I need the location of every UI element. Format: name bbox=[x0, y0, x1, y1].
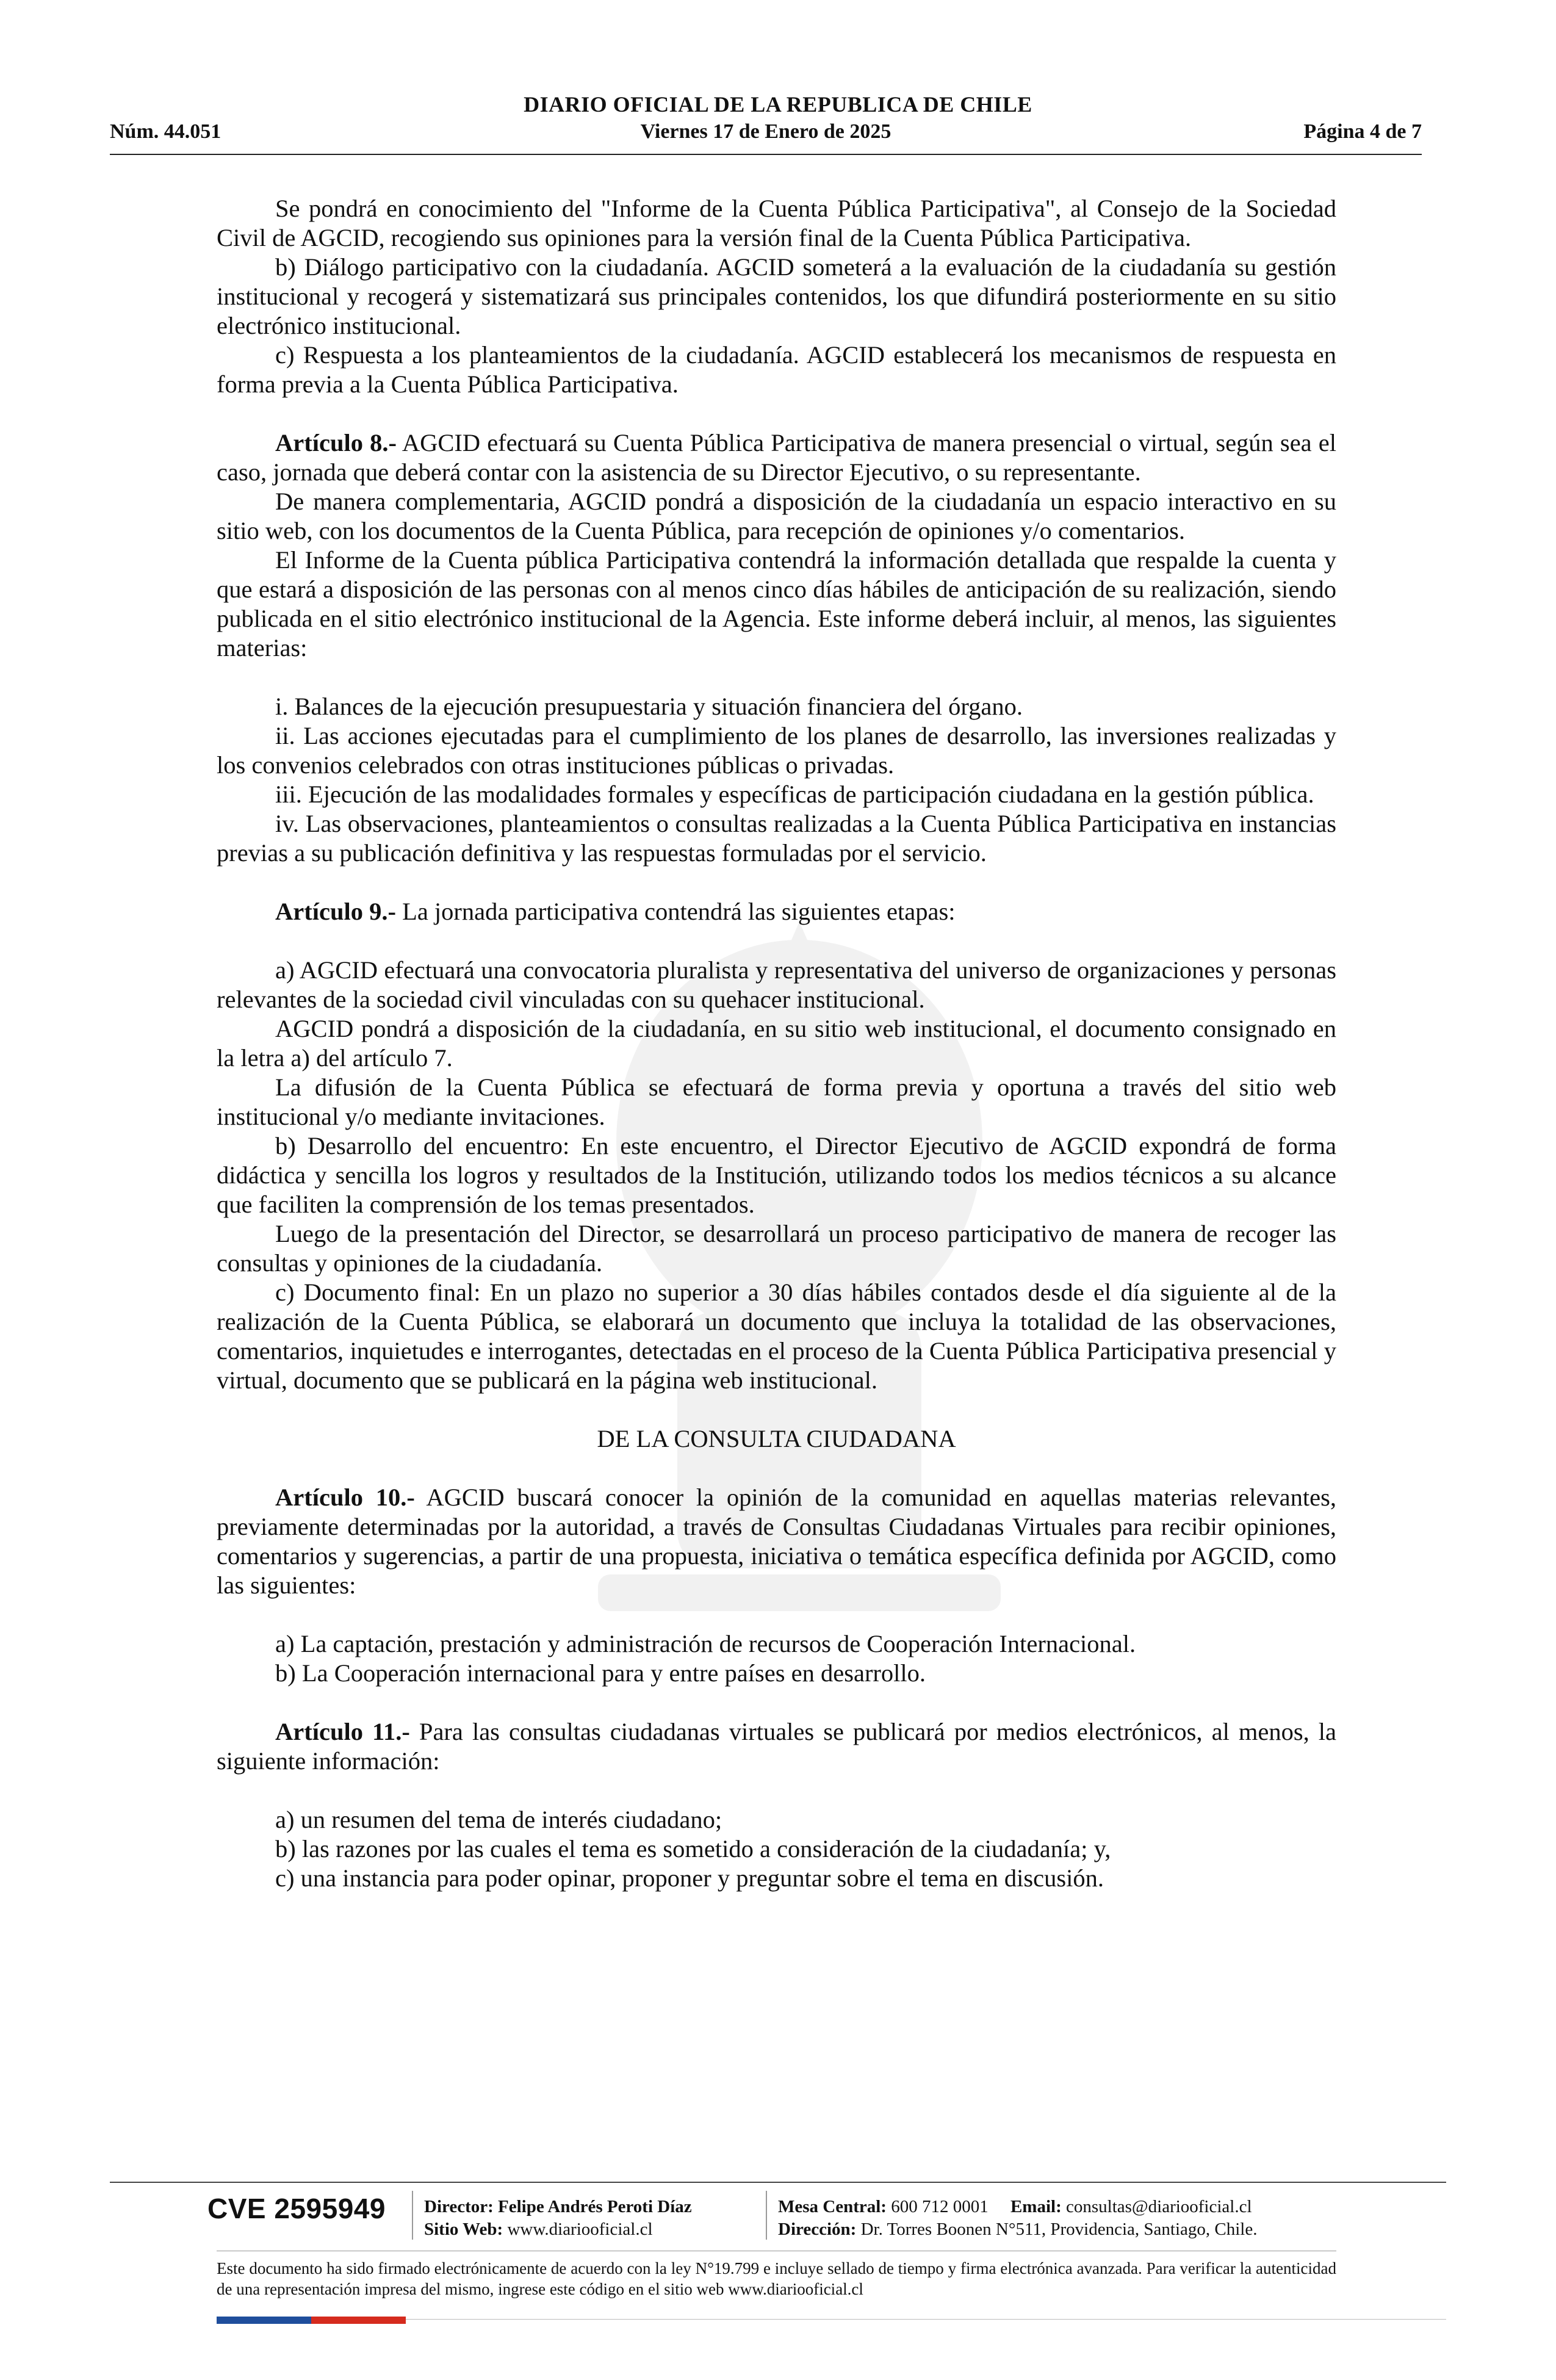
list-item: iii. Ejecución de las modalidades formales y específicas de participación ciudadana en la gestión pública. bbox=[275, 781, 1314, 808]
list-item: i. Balances de la ejecución presupuestaria y situación financiera del órgano. bbox=[275, 693, 1023, 720]
paragraph: El Informe de la Cuenta pública Participativa contendrá la información detallada que respalde la cuenta y que estará a disposición de las personas con al menos cinco días hábiles de anticipación de su realización, siendo publicada en el sitio electrónico institucional de la Agencia. Este informe deberá incluir, al menos, las siguientes materias: bbox=[217, 546, 1336, 662]
address-value: Dr. Torres Boonen N°511, Providencia, Santiago, Chile. bbox=[856, 2220, 1258, 2239]
footer-separator bbox=[412, 2191, 413, 2240]
page-indicator: Página 4 de 7 bbox=[1303, 120, 1422, 143]
paragraph: a) AGCID efectuará una convocatoria pluralista y representativa del universo de organizaciones y personas relevantes de la sociedad civil vinculadas con su quehacer institucional. bbox=[217, 956, 1336, 1013]
article-11 bbox=[217, 1717, 1336, 1776]
paragraph: c) Documento final: En un plazo no superior a 30 días hábiles contados desde el día siguiente al de la realización de la Cuenta Pública, se elaborará un documento que incluya la totalidad de las observaciones, comentarios, inquietudes e interrogantes, detectadas en el proceso de la Cuenta Pública Participativa presencial y virtual, documento que se publicará en la página web institucional. bbox=[217, 1278, 1336, 1394]
article-text: AGCID efectuará su Cuenta Pública Participativa de manera presencial o virtual, según sea el caso, jornada que deberá contar con la asistencia de su Director Ejecutivo, o su representante. bbox=[217, 429, 1336, 486]
footer-contact-block bbox=[778, 2196, 1257, 2241]
newspaper-title: DIARIO OFICIAL DE LA REPUBLICA DE CHILE bbox=[524, 92, 1032, 117]
list-item: a) un resumen del tema de interés ciudadano; bbox=[275, 1806, 722, 1833]
email-link[interactable]: consultas@diariooficial.cl bbox=[1061, 2197, 1252, 2216]
article-label: Artículo 8.- bbox=[275, 429, 397, 456]
paragraph: b) Desarrollo del encuentro: En este encuentro, el Director Ejecutivo de AGCID expondrá de forma didáctica y sencilla los logros y resultados de la Institución, utilizando todos los medios técnicos a su alcance que faciliten la comprensión de los temas presentados. bbox=[217, 1132, 1336, 1218]
paragraph: Se pondrá en conocimiento del "Informe de la Cuenta Pública Participativa", al Consejo de la Sociedad Civil de AGCID, recogiendo sus opiniones para la versión final de la Cuenta Pública Participativa. bbox=[217, 195, 1336, 251]
document-body bbox=[217, 194, 1336, 1893]
header-divider bbox=[110, 154, 1422, 155]
article-text: AGCID buscará conocer la opinión de la comunidad en aquellas materias relevantes, previamente determinadas por la autoridad, a través de Consultas Ciudadanas Virtuales para recibir opiniones, comentarios y sugerencias, a partir de una propuesta, iniciativa o temática específica definida por AGCID, como las siguientes: bbox=[217, 1484, 1337, 1599]
paragraph: La difusión de la Cuenta Pública se efectuará de forma previa y oportuna a través del sitio web institucional y/o mediante invitaciones. bbox=[217, 1073, 1336, 1130]
article-10 bbox=[217, 1483, 1336, 1600]
article-9 bbox=[217, 897, 1336, 926]
footer-separator bbox=[766, 2191, 767, 2240]
article-label: Artículo 11.- bbox=[275, 1718, 410, 1745]
flag-stripe-red bbox=[311, 2317, 406, 2324]
footer-divider bbox=[406, 2319, 1446, 2320]
header-row bbox=[110, 120, 1422, 150]
article-text: Para las consultas ciudadanas virtuales se publicará por medios electrónicos, al menos, la siguiente información: bbox=[217, 1718, 1336, 1775]
flag-stripe-blue bbox=[217, 2317, 311, 2324]
paragraph: Luego de la presentación del Director, se desarrollará un proceso participativo de manera de recoger las consultas y opiniones de la ciudadanía. bbox=[217, 1220, 1336, 1277]
issue-number: Núm. 44.051 bbox=[110, 120, 222, 143]
phone-label: Mesa Central: bbox=[778, 2197, 887, 2216]
article-text: La jornada participativa contendrá las siguientes etapas: bbox=[395, 898, 956, 925]
list-item: iv. Las observaciones, planteamientos o consultas realizadas a la Cuenta Pública Participativa en instancias previas a su publicación definitiva y las respuestas formuladas por el servicio. bbox=[217, 810, 1336, 867]
paragraph: AGCID pondrá a disposición de la ciudadanía, en su sitio web institucional, el documento consignado en la letra a) del artículo 7. bbox=[217, 1015, 1336, 1072]
director-name: Felipe Andrés Peroti Díaz bbox=[493, 2197, 692, 2216]
footer-director-block bbox=[424, 2196, 692, 2241]
article-8 bbox=[217, 428, 1336, 487]
list-item: b) las razones por las cuales el tema es sometido a consideración de la ciudadanía; y, bbox=[275, 1835, 1111, 1863]
cve-code: CVE 2595949 bbox=[207, 2193, 386, 2224]
list-item: ii. Las acciones ejecutadas para el cumplimiento de los planes de desarrollo, las inversiones realizadas y los convenios celebrados con otras instituciones públicas o privadas. bbox=[217, 722, 1336, 779]
issue-date: Viernes 17 de Enero de 2025 bbox=[640, 120, 891, 143]
website-link[interactable]: www.diariooficial.cl bbox=[503, 2220, 653, 2239]
director-label: Director: bbox=[424, 2197, 494, 2216]
article-label: Artículo 9.- bbox=[275, 898, 396, 925]
paragraph: b) Diálogo participativo con la ciudadanía. AGCID someterá a la evaluación de la ciudadanía su gestión institucional y recogerá y sistematizará sus principales contenidos, los que difundirá posteriormente en su sitio electrónico institucional. bbox=[217, 253, 1336, 339]
phone-value: 600 712 0001 bbox=[886, 2197, 989, 2216]
list-item: c) una instancia para poder opinar, proponer y preguntar sobre el tema en discusión. bbox=[275, 1864, 1104, 1892]
section-heading: DE LA CONSULTA CIUDADANA bbox=[597, 1425, 956, 1452]
paragraph: De manera complementaria, AGCID pondrá a disposición de la ciudadanía un espacio interactivo en su sitio web, con los documentos de la Cuenta Pública, para recepción de opiniones y/o comentarios. bbox=[217, 488, 1336, 544]
address-label: Dirección: bbox=[778, 2220, 857, 2239]
list-item: b) La Cooperación internacional para y entre países en desarrollo. bbox=[275, 1659, 926, 1687]
paragraph: c) Respuesta a los planteamientos de la ciudadanía. AGCID establecerá los mecanismos de respuesta en forma previa a la Cuenta Pública Participativa. bbox=[217, 341, 1336, 398]
website-label: Sitio Web: bbox=[424, 2220, 503, 2239]
article-label: Artículo 10.- bbox=[275, 1484, 415, 1511]
legal-notice: Este documento ha sido firmado electrónicamente de acuerdo con la ley N°19.799 e incluye sellado de tiempo y firma electrónica avanzada. Para verificar la autenticidad de una representación impresa del mismo, ingrese este código en el sitio web www.diariooficial.cl bbox=[217, 2259, 1336, 2298]
footer-divider bbox=[110, 2182, 1446, 2183]
list-item: a) La captación, prestación y administración de recursos de Cooperación Internacional. bbox=[275, 1630, 1136, 1657]
email-label: Email: bbox=[1010, 2197, 1062, 2216]
